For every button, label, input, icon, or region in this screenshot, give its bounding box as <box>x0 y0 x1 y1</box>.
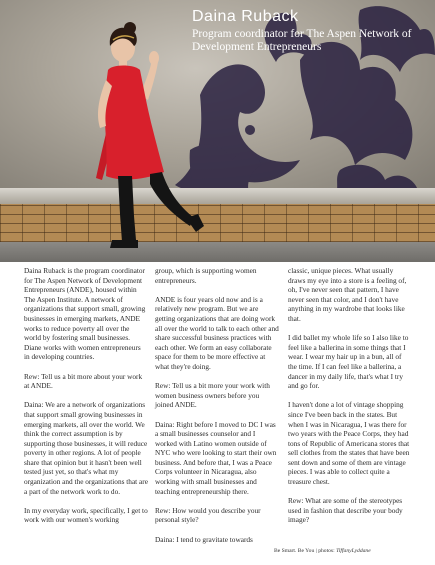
page-subtitle: Program coordinator for The Aspen Network of Development Entrepreneurs <box>192 28 412 53</box>
photo-credit-label: photos: <box>318 548 335 554</box>
paragraph: group, which is supporting women entrepreneurs. <box>155 266 257 285</box>
question-paragraph: Rew: Tell us a bit more your work with women business owners before you joined ANDE. <box>155 381 270 410</box>
answer-paragraph: Daina: Right before I moved to DC I was a small businesses counselor and I worked with Latino women outside of NYC who were looking to start their own business. And before that, I was a Peace Corps volunteer in Nicaragua, also working with small businesses and teaching entrepreneurship there. <box>155 419 277 496</box>
text-column-3 <box>288 266 412 535</box>
paragraph: In my everyday work, specifically, I get to work with our women's working <box>24 505 148 525</box>
answer-paragraph: Daina: I tend to gravitate towards <box>155 534 253 544</box>
paragraph: classic, unique pieces. What usually draws my eye into a store is a feeling of, oh, I've never seen that pattern, I have never seen that color, and I don't have anything in my wardrobe that looks like that. <box>288 266 407 323</box>
page-footer <box>274 548 371 554</box>
feature-photo <box>0 0 435 262</box>
text-column-1 <box>24 266 148 535</box>
paragraph: I did ballet my whole life so I also like to feel like a ballerina in some things that I wear. I wear my hair up in a bun, all of the time. If I can feel like a ballerina, a dancer in my daily life, that's what I try and go for. <box>288 333 409 391</box>
paragraph: I haven't done a lot of vintage shopping since I've been back in the states. But when I was in Nicaragua, I was there for two years with the Peace Corps, they had tons of Republic of Americana stores that sell clothes from the states that have been sent down and some of them are vintage pieces. I was able to collect quite a treasure chest. <box>288 400 410 487</box>
photo-credit-name: TiffanyLyddane <box>336 548 371 554</box>
question-paragraph: Rew: How would you describe your personal style? <box>155 505 261 525</box>
answer-paragraph: Daina: We are a network of organizations that support small growing businesses in emerging markets, all over the world. We think the correct assumption is by supporting those businesses, it will reduce poverty in other regions. A lot of people share that opinion but it hasn't been well tested just yet, so that's what my organization and the organizations that are a part of the network work to do. <box>24 400 148 496</box>
question-paragraph: Rew: Tell us a bit more about your work at ANDE. <box>24 371 143 391</box>
paragraph: Daina Ruback is the program coordinator for The Aspen Network of Development Entrepreneurs (ANDE), housed within The Aspen Institute. A network of organizations that support small, growing businesses in emerging markets, ANDE works to reduce poverty all over the world by fostering small businesses. Diane works with women entrepreneurs in developing countries. <box>24 266 146 362</box>
footer-tagline: Be Smart. Be You <box>274 548 315 554</box>
text-column-2 <box>155 266 279 554</box>
page-title: Daina Ruback <box>192 8 299 25</box>
question-paragraph: Rew: What are some of the stereotypes used in fashion that describe your body image? <box>288 496 403 525</box>
paragraph: ANDE is four years old now and is a relatively new program. But we are getting organizations that are doing work all over the world to talk to each other and share successful business practices with each other. We form an easy collaborate space for them to be more effective at what they're doing. <box>155 294 279 371</box>
footer-separator: | <box>315 548 317 554</box>
